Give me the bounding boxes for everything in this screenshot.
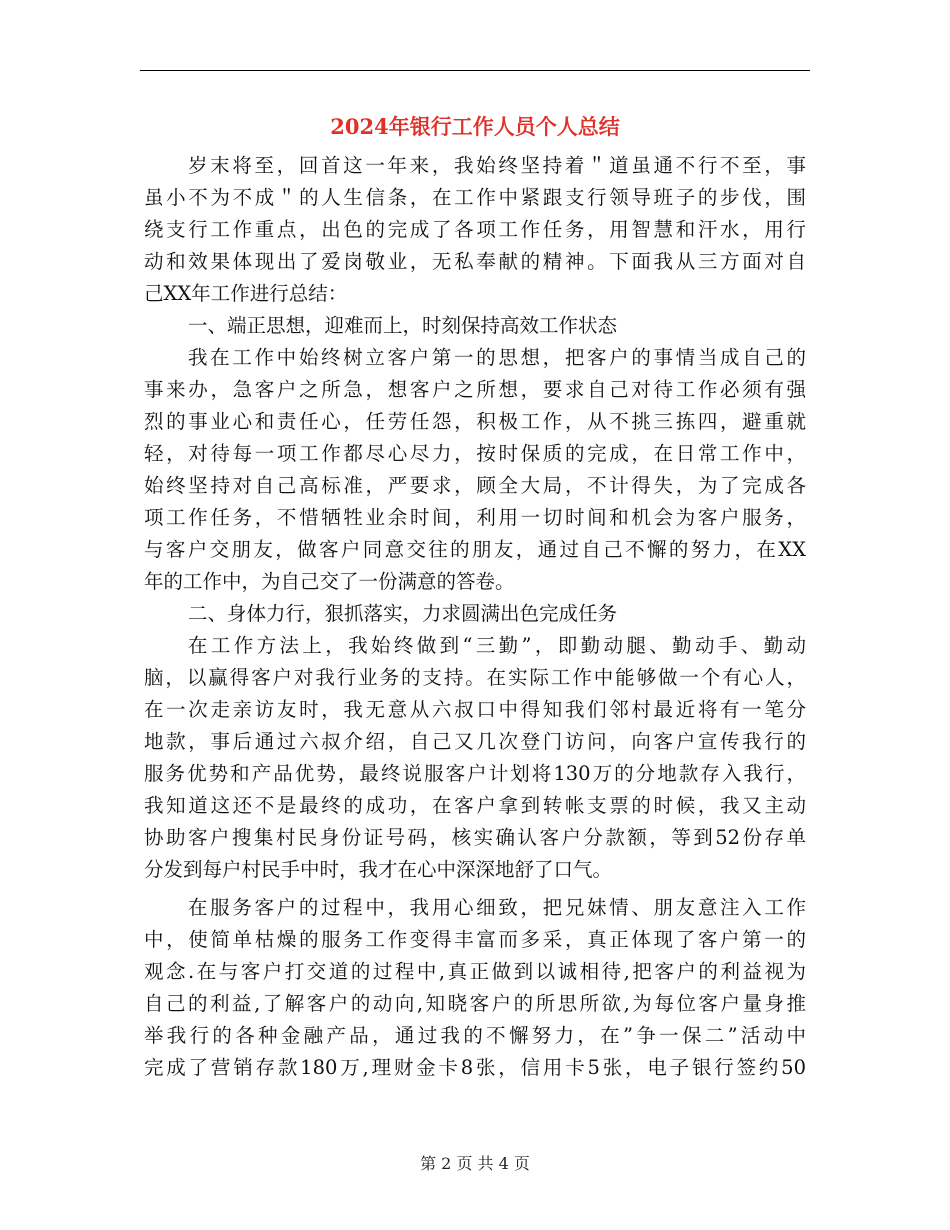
document-title: 2024年银行工作人员个人总结 <box>330 114 620 139</box>
text-line: 在一次走亲访友时，我无意从六叔口中得知我们邻村最近将有一笔分 <box>144 698 806 721</box>
text-line: 绕支行工作重点，出色的完成了各项工作任务，用智慧和汗水，用行 <box>144 218 806 241</box>
text-line: 分发到每户村民手中时，我才在心中深深地舒了口气。 <box>144 858 613 881</box>
document-body <box>144 150 806 1084</box>
text-line: 脑，以赢得客户对我行业务的支持。在实际工作中能够做一个有心人， <box>144 666 806 689</box>
text-line: 观念.在与客户打交道的过程中,真正做到以诚相待,把客户的利益视为 <box>144 960 806 983</box>
text-line: 服务优势和产品优势，最终说服客户计划将130万的分地款存入我行， <box>144 762 806 785</box>
text-line: 完成了营销存款180万,理财金卡8张，信用卡5张，电子银行签约50 <box>144 1056 806 1079</box>
text-line: 岁末将至，回首这一年来，我始终坚持着＂道虽通不行不至，事 <box>188 154 806 177</box>
section-heading: 二、身体力行，狠抓落实，力求圆满出色完成任务 <box>188 602 618 625</box>
text-line: 己XX年工作进行总结： <box>144 282 348 305</box>
header-rule <box>140 70 810 71</box>
text-line: 我在工作中始终树立客户第一的思想，把客户的事情当成自己的 <box>188 346 806 369</box>
text-line: 举我行的各种金融产品，通过我的不懈努力，在”争一保二”活动中 <box>144 1024 806 1047</box>
text-line: 烈的事业心和责任心，任劳任怨，积极工作，从不挑三拣四，避重就 <box>144 410 806 433</box>
text-line: 地款，事后通过六叔介绍，自己又几次登门访问，向客户宣传我行的 <box>144 730 806 753</box>
text-line: 协助客户搜集村民身份证号码，核实确认客户分款额，等到52份存单 <box>144 826 806 849</box>
text-line: 项工作任务，不惜牺牲业余时间，利用一切时间和机会为客户服务， <box>144 506 806 529</box>
text-line: 年的工作中，为自己交了一份满意的答卷。 <box>144 570 515 593</box>
text-line: 与客户交朋友，做客户同意交往的朋友，通过自己不懈的努力，在XX <box>144 538 806 561</box>
text-line: 在服务客户的过程中，我用心细致，把兄妹情、朋友意注入工作 <box>188 896 806 919</box>
section-heading: 一、端正思想，迎难而上，时刻保持高效工作状态 <box>188 314 618 337</box>
text-line: 在工作方法上，我始终做到“三勤”，即勤动腿、勤动手、勤动 <box>188 634 806 657</box>
text-line: 中，使简单枯燥的服务工作变得丰富而多采，真正体现了客户第一的 <box>144 928 806 951</box>
text-line: 轻，对待每一项工作都尽心尽力，按时保质的完成，在日常工作中， <box>144 442 806 465</box>
text-line: 我知道这还不是最终的成功，在客户拿到转帐支票的时候，我又主动 <box>144 794 806 817</box>
text-line: 自己的利益,了解客户的动向,知晓客户的所思所欲,为每位客户量身推 <box>144 992 806 1015</box>
page-number-footer: 第 2 页 共 4 页 <box>420 1154 530 1173</box>
text-line: 始终坚持对自己高标准，严要求，顾全大局，不计得失，为了完成各 <box>144 474 806 497</box>
text-line: 事来办，急客户之所急，想客户之所想，要求自己对待工作必须有强 <box>144 378 806 401</box>
text-line: 虽小不为不成＂的人生信条，在工作中紧跟支行领导班子的步伐，围 <box>144 186 806 209</box>
text-line: 动和效果体现出了爱岗敬业，无私奉献的精神。下面我从三方面对自 <box>144 250 806 273</box>
